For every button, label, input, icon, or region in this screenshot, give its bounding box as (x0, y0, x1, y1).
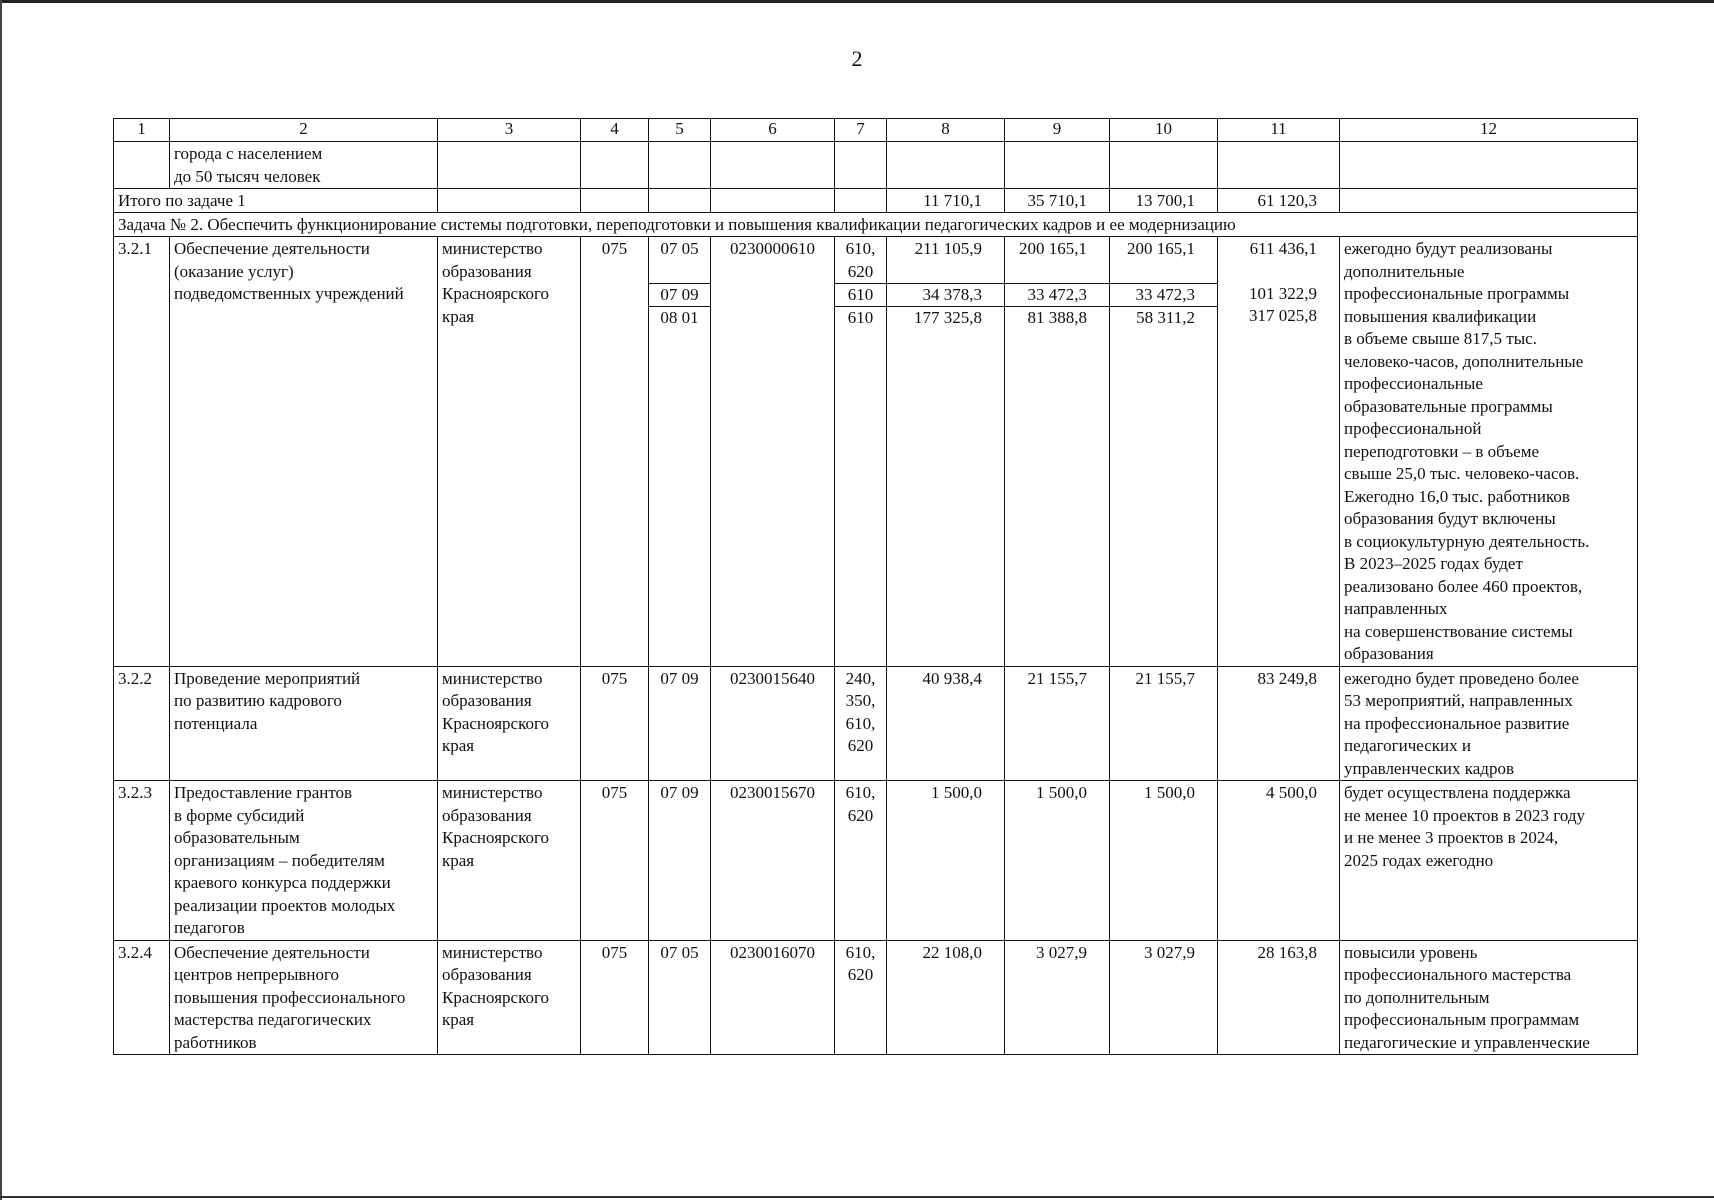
result-line: управленческих кадров (1344, 758, 1514, 778)
item-value-11: 83 249,8 (1218, 666, 1340, 781)
item-value-10: 1 500,0 (1110, 781, 1218, 941)
col-num-11: 11 (1218, 119, 1340, 142)
item-result (1340, 666, 1638, 781)
result-line: образовательные программы (1344, 396, 1553, 416)
item-name (170, 237, 438, 667)
item-csr: 0230000610 (711, 237, 835, 667)
scan-top-edge (0, 0, 1714, 3)
item-value-10: 21 155,7 (1110, 666, 1218, 781)
item-value-8: 40 938,4 (887, 666, 1005, 781)
item-value-8: 1 500,0 (887, 781, 1005, 941)
item-value-9: 3 027,9 (1005, 940, 1110, 1055)
item-vr (835, 940, 887, 1055)
item-vr (835, 781, 887, 941)
item-name-line: в форме субсидий (174, 805, 305, 825)
item-agency (438, 940, 581, 1055)
result-line: на совершенствование системы (1344, 621, 1573, 641)
item-name (170, 666, 438, 781)
result-line: профессиональные программы (1344, 284, 1570, 303)
item-grbs: 075 (581, 940, 649, 1055)
result-line: дополнительные (1344, 261, 1465, 281)
vr-value: 350, (845, 691, 876, 710)
result-line: переподготовки – в объеме (1344, 441, 1540, 461)
col-num-1: 1 (114, 119, 170, 142)
vr-value: 610, (845, 713, 876, 733)
column-number-row (114, 119, 1638, 142)
item-rzpr (649, 237, 711, 667)
result-line: Ежегодно 16,0 тыс. работников (1344, 486, 1570, 506)
item-name (170, 781, 438, 941)
item-value-10: 3 027,9 (1110, 940, 1218, 1055)
col-num-8: 8 (887, 119, 1005, 142)
item-name-line: образовательным (174, 828, 300, 847)
rzpr-value: 07 05 (660, 239, 699, 258)
item-csr: 0230015640 (711, 666, 835, 781)
agency-line: Красноярского (442, 828, 550, 847)
program-activities-table (113, 118, 1638, 1055)
item-result (1340, 940, 1638, 1055)
item-name-line: Обеспечение деятельности (174, 942, 370, 962)
col-num-6: 6 (711, 119, 835, 142)
result-line: не менее 10 проектов в 2023 году (1344, 805, 1585, 825)
vr-value: 610, (845, 942, 876, 962)
agency-line: Красноярского (442, 987, 550, 1007)
total-value-11: 61 120,3 (1218, 189, 1340, 213)
result-line: свыше 25,0 тыс. человеко-часов. (1344, 464, 1580, 483)
item-value-9: 21 155,7 (1005, 666, 1110, 781)
page-number: 2 (851, 46, 863, 71)
total-value-8: 11 710,1 (887, 189, 1005, 213)
result-line: профессиональной (1344, 419, 1482, 438)
item-name-line: повышения профессионального (174, 987, 406, 1007)
item-agency (438, 666, 581, 781)
table-row (114, 237, 1638, 667)
item-grbs: 075 (581, 666, 649, 781)
result-line: профессионального мастерства (1344, 965, 1572, 984)
vr-value: 620 (847, 261, 874, 281)
vr-value: 610, (845, 783, 876, 802)
result-line: по дополнительным (1344, 987, 1490, 1007)
item-value-10: 200 165,1 33 472,3 58 311,2 (1110, 237, 1218, 667)
item-grbs: 075 (581, 781, 649, 941)
result-line: профессиональные (1344, 374, 1483, 393)
total-value-10: 13 700,1 (1110, 189, 1218, 213)
item-name (170, 940, 438, 1055)
col-num-2: 2 (170, 119, 438, 142)
scan-bottom-edge (0, 1196, 1714, 1198)
item-name-line: центров непрерывного (174, 965, 340, 984)
rzpr-value: 08 01 (649, 306, 710, 329)
scan-left-edge (0, 0, 2, 1200)
vr-value: 620 (847, 736, 874, 755)
item-name-line: по развитию кадрового (174, 691, 342, 710)
col-num-4: 4 (581, 119, 649, 142)
col-num-12: 12 (1340, 119, 1638, 142)
item-csr: 0230016070 (711, 940, 835, 1055)
item-name-line: работников (174, 1032, 257, 1052)
agency-line: края (442, 306, 475, 326)
col-num-3: 3 (438, 119, 581, 142)
result-line: повысили уровень (1344, 942, 1478, 962)
result-line: ежегодно будут реализованы (1344, 239, 1553, 258)
col-num-7: 7 (835, 119, 887, 142)
item-number: 3.2.4 (114, 940, 170, 1055)
item-rzpr: 07 05 (649, 940, 711, 1055)
result-line: на профессиональное развитие (1344, 713, 1570, 733)
result-line: человеко-часов, дополнительные (1344, 351, 1584, 371)
result-line: 53 мероприятий, направленных (1344, 691, 1573, 710)
item-value-9: 1 500,0 (1005, 781, 1110, 941)
vr-value: 240, (845, 668, 876, 688)
item-value-11: 611 436,1 101 322,9 317 025,8 (1218, 237, 1340, 667)
item-name-line: подведомственных учреждений (174, 284, 404, 303)
item-number: 3.2.3 (114, 781, 170, 941)
agency-line: края (442, 850, 475, 870)
vr-value: 620 (847, 965, 874, 984)
agency-line: министерство (442, 783, 543, 802)
item-number: 3.2.1 (114, 237, 170, 667)
result-line: образования будут включены (1344, 509, 1556, 528)
task-heading: Задача № 2. Обеспечить функционирование системы подготовки, переподготовки и повышения квалификации педагогических кадров и ее модернизацию (114, 213, 1638, 237)
table-row (114, 666, 1638, 781)
item-rzpr: 07 09 (649, 781, 711, 941)
item-result (1340, 237, 1638, 667)
item-name-line: краевого конкурса поддержки (174, 873, 391, 892)
item-name-line: потенциала (174, 713, 258, 733)
result-line: и не менее 3 проектов в 2024, (1344, 828, 1559, 847)
result-line: 2025 годах ежегодно (1344, 850, 1494, 870)
total-label: Итого по задаче 1 (114, 189, 438, 213)
result-line: в социокультурную деятельность. (1344, 531, 1590, 551)
col-num-9: 9 (1005, 119, 1110, 142)
result-line: реализовано более 460 проектов, (1344, 576, 1583, 596)
table-row (114, 781, 1638, 941)
item-vr (835, 237, 887, 667)
continued-name-line: до 50 тысяч человек (174, 166, 321, 186)
item-value-11: 4 500,0 (1218, 781, 1340, 941)
item-value-9: 200 165,1 33 472,3 81 388,8 (1005, 237, 1110, 667)
result-line: в объеме свыше 817,5 тыс. (1344, 329, 1537, 348)
item-csr: 0230015670 (711, 781, 835, 941)
item-value-8: 22 108,0 (887, 940, 1005, 1055)
item-name-line: Проведение мероприятий (174, 668, 361, 688)
agency-line: Красноярского (442, 284, 550, 303)
table-row (114, 940, 1638, 1055)
agency-line: образования (442, 805, 532, 825)
vr-value: 620 (847, 805, 874, 825)
item-result (1340, 781, 1638, 941)
vr-value: 610 (835, 306, 886, 329)
continued-name-cell (170, 142, 438, 189)
result-line: образования (1344, 644, 1434, 663)
item-vr (835, 666, 887, 781)
item-rzpr: 07 09 (649, 666, 711, 781)
col-num-10: 10 (1110, 119, 1218, 142)
task-total-row (114, 189, 1638, 213)
continued-row (114, 142, 1638, 189)
agency-line: образования (442, 965, 532, 984)
total-value-9: 35 710,1 (1005, 189, 1110, 213)
continued-name-line: города с населением (174, 144, 323, 163)
item-value-11: 28 163,8 (1218, 940, 1340, 1055)
agency-line: края (442, 736, 475, 755)
vr-value: 610 (835, 283, 886, 306)
item-value-8: 211 105,9 34 378,3 177 325,8 (887, 237, 1005, 667)
agency-line: края (442, 1010, 475, 1029)
item-name-line: Обеспечение деятельности (174, 239, 370, 258)
result-line: педагогических и (1344, 736, 1472, 755)
result-line: профессиональным программам (1344, 1010, 1580, 1029)
item-name-line: реализации проектов молодых (174, 895, 396, 915)
result-line: направленных (1344, 599, 1448, 618)
result-line: повышения квалификации (1344, 306, 1537, 326)
item-name-line: педагогов (174, 918, 245, 937)
agency-line: образования (442, 261, 532, 281)
task-heading-row (114, 213, 1638, 237)
agency-line: министерство (442, 239, 543, 258)
col-num-5: 5 (649, 119, 711, 142)
item-grbs: 075 (581, 237, 649, 667)
item-name-line: мастерства педагогических (174, 1010, 372, 1029)
result-line: педагогические и управленческие (1344, 1032, 1590, 1052)
agency-line: министерство (442, 942, 543, 962)
item-name-line: Предоставление грантов (174, 783, 353, 802)
item-name-line: (оказание услуг) (174, 261, 294, 281)
result-line: В 2023–2025 годах будет (1344, 554, 1523, 573)
agency-line: министерство (442, 668, 543, 688)
agency-line: образования (442, 691, 532, 710)
result-line: ежегодно будет проведено более (1344, 668, 1579, 688)
item-name-line: организациям – победителям (174, 850, 385, 870)
result-line: будет осуществлена поддержка (1344, 783, 1571, 802)
item-agency (438, 781, 581, 941)
item-number: 3.2.2 (114, 666, 170, 781)
rzpr-value: 07 09 (649, 283, 710, 306)
vr-value: 610, (845, 239, 876, 258)
agency-line: Красноярского (442, 713, 550, 733)
item-agency (438, 237, 581, 667)
